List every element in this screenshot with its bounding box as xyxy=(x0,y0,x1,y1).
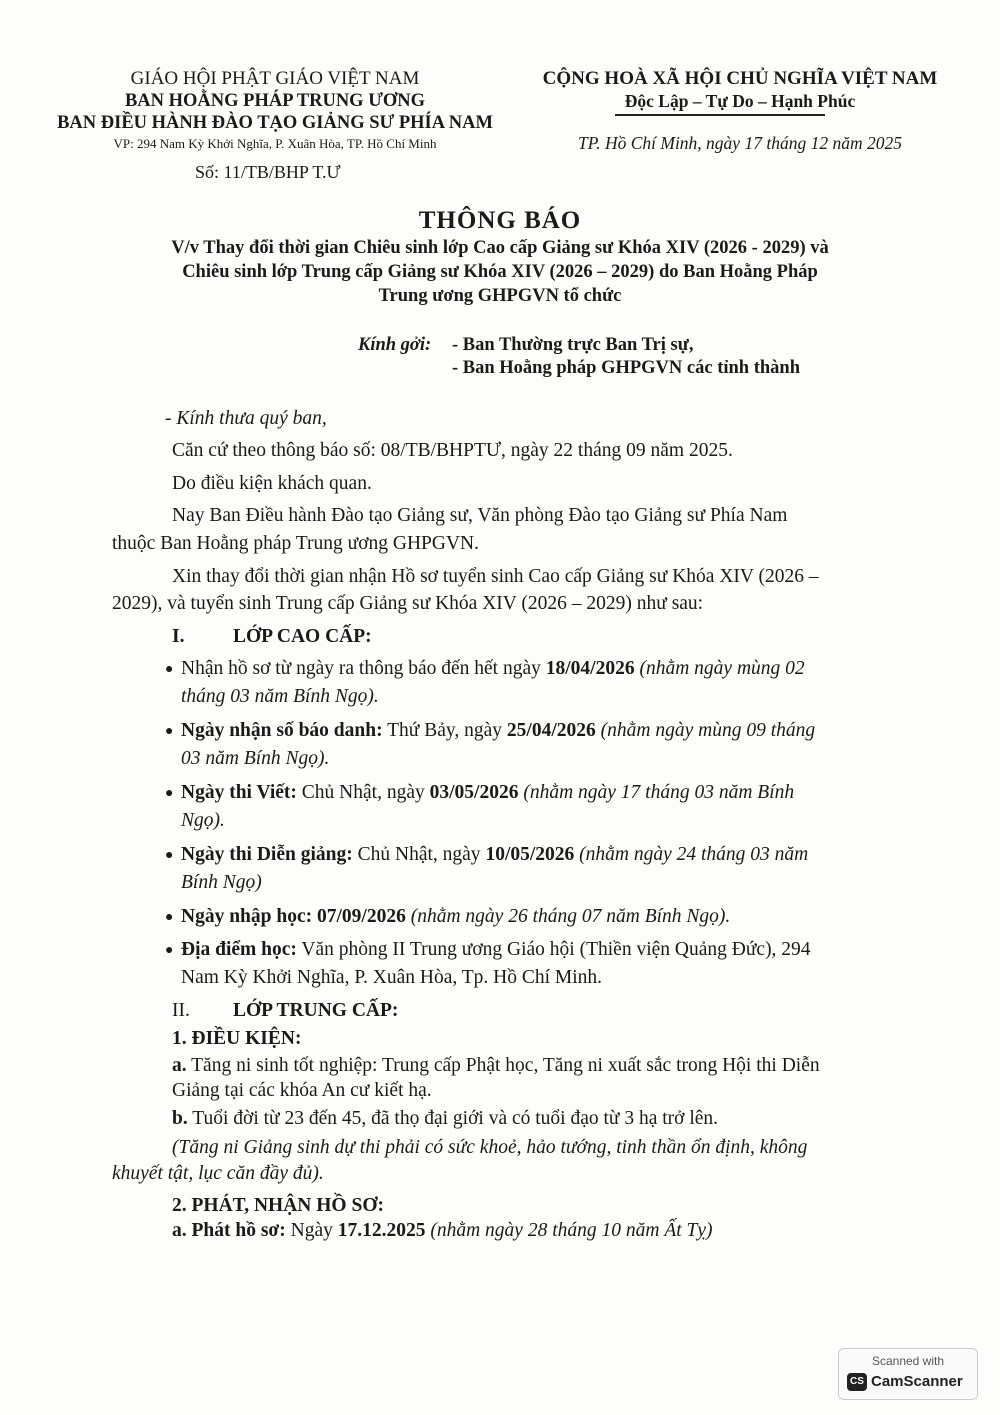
paragraph-request-1: Xin thay đổi thời gian nhận Hồ sơ tuyển sinh Cao cấp Giảng sư Khóa XIV (2026 – xyxy=(172,566,819,587)
section-2-title: LỚP TRUNG CẤP: xyxy=(233,1000,399,1021)
condition-note-line-2: khuyết tật, lục căn đầy đủ). xyxy=(112,1163,324,1184)
recipient-1: - Ban Thường trực Ban Trị sự, xyxy=(452,335,694,355)
item-location: Địa điểm học: Văn phòng II Trung ương Giáo hội (Thiền viện Quảng Đức), 294 xyxy=(181,939,811,960)
item-location-line-2: Nam Kỳ Khởi Nghĩa, P. Xuân Hòa, Tp. Hồ Chí Minh. xyxy=(181,967,603,988)
condition-a: a. Tăng ni sinh tốt nghiệp: Trung cấp Phật học, Tăng ni xuất sắc trong Hội thi Diễn xyxy=(172,1055,820,1076)
subject-line-2: Chiêu sinh lớp Trung cấp Giảng sư Khóa XIV (2026 – 2029) do Ban Hoằng Pháp xyxy=(182,262,818,282)
bullet-icon: ● xyxy=(165,910,174,925)
bullet-icon: ● xyxy=(165,943,174,958)
bullet-icon: ● xyxy=(165,848,174,863)
org-name-2: BAN HOẰNG PHÁP TRUNG ƯƠNG xyxy=(124,91,426,111)
subject-line-3: Trung ương GHPGVN tổ chức xyxy=(378,286,622,306)
item-application-period: Nhận hồ sơ từ ngày ra thông báo đến hết ngày 18/04/2026 (nhằm ngày mùng 02 xyxy=(181,658,805,679)
bullet-icon: ● xyxy=(165,662,174,677)
watermark-brand: CamScanner xyxy=(871,1373,963,1390)
section-1-title: LỚP CAO CẤP: xyxy=(233,626,372,647)
bullet-icon: ● xyxy=(165,724,174,739)
condition-note: (Tăng ni Giảng sinh dự thi phải có sức khoẻ, hảo tướng, tinh thần ổn định, không xyxy=(172,1137,808,1158)
document-issue-date: a. Phát hồ sơ: Ngày 17.12.2025 (nhằm ngày 28 tháng 10 năm Ất Tỵ) xyxy=(172,1220,713,1241)
paragraph-org-2: thuộc Ban Hoằng pháp Trung ương GHPGVN. xyxy=(112,533,480,554)
paragraph-org-1: Nay Ban Điều hành Đào tạo Giảng sư, Văn phòng Đào tạo Giảng sư Phía Nam xyxy=(172,505,788,526)
subsection-documents: 2. PHÁT, NHẬN HỒ SƠ: xyxy=(172,1195,384,1216)
org-name-1: GIÁO HỘI PHẬT GIÁO VIỆT NAM xyxy=(130,68,420,89)
section-1-number: I. xyxy=(172,626,185,647)
item-written-exam-note: Ngọ). xyxy=(181,810,225,831)
camscanner-watermark xyxy=(838,1348,978,1400)
item-enrollment: Ngày nhập học: 07/09/2026 (nhằm ngày 26 tháng 07 năm Bính Ngọ). xyxy=(181,906,731,927)
condition-b: b. Tuổi đời từ 23 đến 45, đã thọ đại giới và có tuổi đạo từ 3 hạ trở lên. xyxy=(172,1108,719,1129)
item-speech-exam-note: Bính Ngọ) xyxy=(181,872,262,893)
org-address: VP: 294 Nam Kỳ Khởi Nghĩa, P. Xuân Hòa, TP. Hồ Chí Minh xyxy=(113,136,437,151)
item-application-period-note: tháng 03 năm Bính Ngọ). xyxy=(181,686,379,707)
recipient-label: Kính gởi: xyxy=(358,335,432,355)
paragraph-basis: Căn cứ theo thông báo số: 08/TB/BHPTƯ, ngày 22 tháng 09 năm 2025. xyxy=(172,440,733,461)
place-date: TP. Hồ Chí Minh, ngày 17 tháng 12 năm 2025 xyxy=(578,133,902,153)
greeting: - Kính thưa quý ban, xyxy=(165,408,327,429)
paragraph-reason: Do điều kiện khách quan. xyxy=(172,473,372,494)
item-speech-exam: Ngày thi Diễn giảng: Chủ Nhật, ngày 10/05/2026 (nhằm ngày 24 tháng 03 năm xyxy=(181,844,809,865)
camscanner-logo-icon: CS xyxy=(847,1373,867,1391)
item-candidate-number: Ngày nhận số báo danh: Thứ Bảy, ngày 25/04/2026 (nhằm ngày mùng 09 tháng xyxy=(181,720,816,741)
motto-underline xyxy=(615,114,825,116)
document-title: THÔNG BÁO xyxy=(418,207,582,234)
national-motto: Độc Lập – Tự Do – Hạnh Phúc xyxy=(624,91,856,111)
document-number: Số: 11/TB/BHP T.Ư xyxy=(195,162,341,182)
item-written-exam: Ngày thi Viết: Chủ Nhật, ngày 03/05/2026 (nhằm ngày 17 tháng 03 năm Bính xyxy=(181,782,795,803)
subject-line-1: V/v Thay đổi thời gian Chiêu sinh lớp Cao cấp Giảng sư Khóa XIV (2026 - 2029) và xyxy=(171,238,829,258)
bullet-icon: ● xyxy=(165,786,174,801)
subsection-conditions: 1. ĐIỀU KIỆN: xyxy=(172,1028,302,1049)
paragraph-request-2: 2029), và tuyển sinh Trung cấp Giảng sư Khóa XIV (2026 – 2029) như sau: xyxy=(112,593,704,614)
condition-a-line-2: Giảng tại các khóa An cư kiết hạ. xyxy=(172,1080,432,1101)
watermark-caption: Scanned with xyxy=(871,1354,945,1368)
recipient-2: - Ban Hoằng pháp GHPGVN các tỉnh thành xyxy=(452,358,800,378)
country-name: CỘNG HOÀ XÃ HỘI CHỦ NGHĨA VIỆT NAM xyxy=(542,68,938,89)
item-candidate-number-note: 03 năm Bính Ngọ). xyxy=(181,748,330,769)
section-2-number: II. xyxy=(172,1000,190,1021)
org-name-3: BAN ĐIỀU HÀNH ĐÀO TẠO GIẢNG SƯ PHÍA NAM xyxy=(57,113,493,133)
